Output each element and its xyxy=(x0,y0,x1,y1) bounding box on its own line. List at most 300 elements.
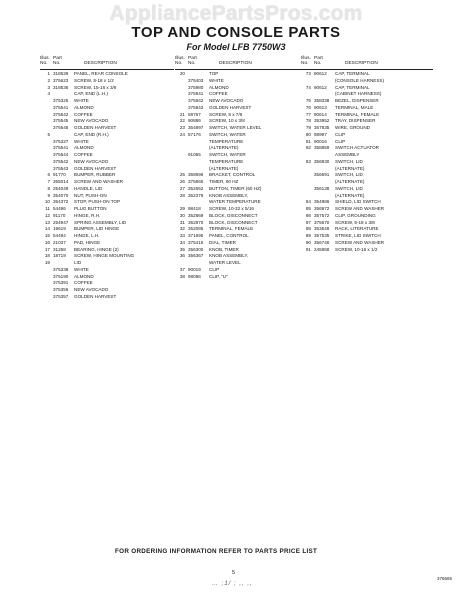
part-number: 375542 xyxy=(53,111,69,117)
illus-number: 19 xyxy=(44,260,50,265)
part-description: SCREW AND WASHER xyxy=(335,239,385,245)
header-description: DESCRIPTION xyxy=(84,61,117,66)
part-row xyxy=(175,213,301,220)
part-number: 358696 xyxy=(188,172,204,178)
illus-number: 13 xyxy=(44,219,50,225)
part-row xyxy=(301,186,433,193)
part-row xyxy=(301,85,433,92)
part-row xyxy=(40,179,174,186)
header-illus: Illus. xyxy=(301,56,311,61)
illus-number: 4 xyxy=(47,91,50,97)
part-row xyxy=(175,274,301,281)
header-part-no: No. xyxy=(53,61,61,66)
part-number: 90613 xyxy=(314,104,327,110)
part-description: KNOB ASSEMBLY, xyxy=(209,192,249,198)
illus-number: 32 xyxy=(179,226,185,232)
illus-number: 83 xyxy=(305,158,311,164)
illus-number: 36 xyxy=(179,253,185,259)
header-part-no: No. xyxy=(314,61,322,66)
part-description: SCREW, 8-18 x 1/2 xyxy=(74,77,114,83)
part-number: 356691 xyxy=(314,172,330,178)
part-description: (ALTERNATE) xyxy=(335,192,365,198)
part-number: 375356 xyxy=(53,287,69,292)
part-description: SWITCH, WATER xyxy=(209,152,246,157)
part-number: 245968 xyxy=(314,246,330,252)
part-number: 357835 xyxy=(314,125,330,130)
part-description: CLIP xyxy=(335,131,346,137)
parts-list xyxy=(175,71,301,280)
part-row xyxy=(175,220,301,227)
part-description: BLOCK, DISCONNECT xyxy=(209,212,258,218)
part-row xyxy=(301,125,433,132)
part-number: 375546 xyxy=(53,125,69,130)
illus-number: 29 xyxy=(179,206,185,211)
page-title: TOP AND CONSOLE PARTS xyxy=(131,24,341,41)
part-row xyxy=(175,199,301,206)
part-row xyxy=(301,226,433,233)
part-description: WATER TEMPERATURE xyxy=(209,199,261,205)
part-number: 91065 xyxy=(188,152,201,157)
part-row xyxy=(175,118,301,125)
header-part-no: No. xyxy=(188,61,196,66)
part-number: 375943 xyxy=(188,104,204,110)
part-row xyxy=(175,186,301,193)
part-row xyxy=(301,159,433,166)
part-description: STRIKE, LID SWITCH xyxy=(335,233,381,238)
part-description: GOLDEN HARVEST xyxy=(74,165,117,171)
part-description: WHITE xyxy=(74,138,89,144)
part-row xyxy=(40,132,174,139)
part-number: 356746 xyxy=(314,239,330,245)
illus-number: 27 xyxy=(179,185,185,191)
part-number: 375357 xyxy=(53,293,69,299)
part-row xyxy=(40,166,174,173)
part-number: 54494 xyxy=(53,233,66,238)
parts-list xyxy=(301,71,433,253)
part-row xyxy=(175,78,301,85)
part-number: 375190 xyxy=(53,273,69,279)
illus-number: 35 xyxy=(179,246,185,252)
part-description: SWITCH, LID xyxy=(335,172,363,178)
part-row xyxy=(301,206,433,213)
part-description: CAP, TERMINAL xyxy=(335,84,370,90)
part-description: ALMOND xyxy=(209,84,229,90)
part-number: 371695 xyxy=(188,233,204,238)
illus-number: 74 xyxy=(305,84,311,90)
part-description: SWITCH, LID xyxy=(335,185,363,191)
part-description: KNOB, TIMER xyxy=(209,246,239,252)
part-row xyxy=(175,132,301,139)
part-description: SWITCH, WATER xyxy=(209,131,246,137)
part-row xyxy=(301,91,433,98)
part-description: (CABINET HARNESS) xyxy=(335,91,382,97)
part-row xyxy=(40,206,174,213)
part-number: 354986 xyxy=(314,199,330,205)
part-number: 31258 xyxy=(53,246,66,252)
part-description: SPRING ASSEMBLY, LID xyxy=(74,219,127,225)
part-number: 356972 xyxy=(314,206,330,211)
illus-number: 78 xyxy=(305,118,311,124)
part-row xyxy=(301,166,433,173)
part-row xyxy=(40,287,174,294)
part-row xyxy=(40,226,174,233)
part-row xyxy=(175,206,301,213)
illus-number: 81 xyxy=(305,138,311,144)
illus-number: 11 xyxy=(45,206,50,211)
illus-number: 23 xyxy=(179,125,185,130)
part-number: 254049 xyxy=(53,185,69,191)
part-description: HINGE, L.H. xyxy=(74,233,100,238)
illus-number: 34 xyxy=(179,239,185,245)
part-number: 375545 xyxy=(53,118,69,124)
part-row xyxy=(40,267,174,274)
illus-number: 18 xyxy=(44,253,50,259)
part-row xyxy=(175,145,301,152)
illus-number: 26 xyxy=(179,179,185,184)
part-number: 90612 xyxy=(314,71,327,76)
part-description: SCREW, 10-32 x 5/16 xyxy=(209,206,254,211)
part-description: COFFEE xyxy=(74,152,93,157)
illus-number: 5 xyxy=(47,131,50,137)
part-row xyxy=(301,233,433,240)
part-number: 375391 xyxy=(53,280,69,286)
part-description: BLOCK, DISCONNECT xyxy=(209,219,258,225)
part-description: BEZEL, DISPENSER xyxy=(335,98,379,103)
part-number: 375338 xyxy=(53,266,69,272)
part-number: 356930 xyxy=(314,158,330,164)
part-description: CAP, TERMINAL xyxy=(335,71,370,76)
part-row xyxy=(175,247,301,254)
part-number: 356367 xyxy=(188,253,204,259)
part-number: 90614 xyxy=(314,111,327,117)
part-description: TERMINAL, FEMALE xyxy=(209,226,254,232)
part-description: LID xyxy=(74,260,82,265)
part-number: 375541 xyxy=(53,104,69,110)
part-number: 19619 xyxy=(53,226,66,232)
part-number: 375415 xyxy=(188,239,204,245)
page-subtitle: For Model LFB 7750W3 xyxy=(186,42,286,52)
part-number: 57176 xyxy=(188,131,201,137)
header-rule xyxy=(301,69,433,70)
header-description: DESCRIPTION xyxy=(219,61,252,66)
part-row xyxy=(40,274,174,281)
header-rule xyxy=(175,69,301,70)
part-row xyxy=(301,172,433,179)
part-description: GOLDEN HARVEST xyxy=(209,104,252,110)
illus-number: 8 xyxy=(47,185,50,191)
part-description: WHITE xyxy=(209,77,224,83)
part-row xyxy=(175,267,301,274)
illus-number: 15 xyxy=(44,233,50,238)
page-number: 5 xyxy=(232,570,236,576)
illus-number: 86 xyxy=(305,212,311,218)
illus-number: 20 xyxy=(179,71,185,76)
header-no: No. xyxy=(40,61,48,66)
parts-list xyxy=(40,71,174,301)
illus-number: 76 xyxy=(305,104,311,110)
header-no: No. xyxy=(175,61,183,66)
part-number: 375403 xyxy=(188,77,204,83)
part-row xyxy=(40,186,174,193)
part-number: 352652 xyxy=(188,185,204,191)
part-description: DIAL, TIMER xyxy=(209,239,236,245)
part-description: RACK, LITERATURE xyxy=(335,226,379,232)
part-number: 375942 xyxy=(188,98,204,103)
part-description: WATER LEVEL xyxy=(209,260,241,265)
part-row xyxy=(175,172,301,179)
part-description: WIRE, GROUND xyxy=(335,125,370,130)
part-row xyxy=(40,294,174,301)
part-description: ASSEMBLY xyxy=(335,152,360,157)
part-number: 375665 xyxy=(188,179,204,184)
illus-number: 84 xyxy=(305,199,311,205)
part-row xyxy=(175,85,301,92)
illus-number: 75 xyxy=(305,98,311,103)
illus-number: 10 xyxy=(44,199,50,205)
part-row xyxy=(301,132,433,139)
part-description: (ALTERNATE) xyxy=(209,165,239,171)
part-row xyxy=(40,199,174,206)
part-description: BUMPER, RUBBER xyxy=(74,172,116,178)
illus-number: 82 xyxy=(305,145,311,151)
part-description: ALMOND xyxy=(74,104,94,110)
part-number: 90612 xyxy=(314,84,327,90)
part-description: SHIELD, LID SWITCH xyxy=(335,199,381,205)
part-description: ALMOND xyxy=(74,145,94,151)
part-description: NEW AVOCADO xyxy=(74,287,109,292)
header-illus: Illus. xyxy=(40,56,50,61)
part-row xyxy=(175,71,301,78)
part-number: 375670 xyxy=(314,219,330,225)
header-rule xyxy=(40,69,174,70)
part-description: (ALTERNATE) xyxy=(209,145,239,151)
part-row xyxy=(175,98,301,105)
illus-number: 17 xyxy=(44,246,50,252)
part-row xyxy=(175,240,301,247)
part-description: NUT, PUSH-ON xyxy=(74,192,107,198)
part-description: CLIP, "U" xyxy=(209,273,228,279)
part-description: BRACKET, CONTROL xyxy=(209,172,256,178)
part-row xyxy=(301,240,433,247)
part-row xyxy=(40,253,174,260)
part-row xyxy=(175,112,301,119)
part-row xyxy=(301,220,433,227)
part-description: SCREW AND WASHER xyxy=(74,179,124,184)
parts-column-2 xyxy=(175,56,301,280)
illus-number: 89 xyxy=(305,233,311,238)
part-number: 375325 xyxy=(53,98,69,103)
part-description: HANDLE, LID xyxy=(74,185,103,191)
part-row xyxy=(301,139,433,146)
part-number: 98997 xyxy=(314,131,327,137)
part-row xyxy=(175,166,301,173)
part-description: COFFEE xyxy=(74,280,93,286)
part-row xyxy=(40,105,174,112)
part-number: 354372 xyxy=(53,199,69,205)
part-row xyxy=(175,159,301,166)
part-row xyxy=(40,71,174,78)
part-description: WHITE xyxy=(74,266,89,272)
part-row xyxy=(301,98,433,105)
illus-number: 31 xyxy=(179,219,185,225)
document-number: 376665 xyxy=(436,576,452,581)
part-number: 354070 xyxy=(53,192,69,198)
illus-number: 22 xyxy=(179,118,185,124)
part-description: SWITCH, WATER LEVEL xyxy=(209,125,262,130)
part-row xyxy=(175,179,301,186)
illus-number: 16 xyxy=(44,239,50,245)
header-no: No. xyxy=(301,61,309,66)
illus-number: 7 xyxy=(47,179,50,184)
part-row xyxy=(40,112,174,119)
part-description: WHITE xyxy=(74,98,89,103)
illus-number: 12 xyxy=(44,212,50,218)
part-row xyxy=(40,91,174,98)
part-number: 353952 xyxy=(314,118,330,124)
part-description: NEW AVOCADO xyxy=(74,158,109,164)
part-row xyxy=(40,159,174,166)
part-description: NEW AVOCADO xyxy=(209,98,244,103)
part-row xyxy=(40,193,174,200)
part-description: SCREW, 15-16 x 3/8 xyxy=(74,84,117,90)
illus-number: 2 xyxy=(47,77,50,83)
part-number: 352869 xyxy=(188,212,204,218)
part-number: 358338 xyxy=(314,98,330,103)
part-row xyxy=(40,247,174,254)
part-row xyxy=(301,199,433,206)
part-number: 21037 xyxy=(53,239,66,245)
part-number: 375541 xyxy=(53,145,69,151)
part-description: GOLDEN HARVEST xyxy=(74,293,117,299)
part-row xyxy=(301,193,433,200)
part-row xyxy=(40,118,174,125)
part-row xyxy=(40,280,174,287)
part-row xyxy=(175,226,301,233)
part-description: TRAY, DISPENSER xyxy=(335,118,376,124)
part-number: 375327 xyxy=(53,138,69,144)
part-row xyxy=(301,78,433,85)
part-number: 375544 xyxy=(53,152,69,157)
part-description: SCREW, HINGE MOUNTING xyxy=(74,253,135,259)
parts-column-3 xyxy=(301,56,433,253)
part-row xyxy=(40,260,174,267)
part-description: NEW AVOCADO xyxy=(74,118,109,124)
part-description: GOLDEN HARVEST xyxy=(74,125,117,130)
header-part: Part xyxy=(188,56,197,61)
part-description: STOP, PUSH-ON TOP xyxy=(74,199,121,205)
illus-number: 80 xyxy=(305,131,311,137)
part-description: SCREW, 8 x 7/8 xyxy=(209,111,243,117)
part-description: PLUG BUTTON xyxy=(74,206,107,211)
part-number: 54496 xyxy=(53,206,66,211)
part-row xyxy=(40,233,174,240)
part-row xyxy=(301,179,433,186)
part-description: TEMPERATURE xyxy=(209,158,244,164)
part-description: BEARING, HINGE (2) xyxy=(74,246,119,252)
illus-number: 1 xyxy=(47,71,50,76)
part-number: 59767 xyxy=(188,111,201,117)
illus-number: 73 xyxy=(305,71,311,76)
part-description: ALMOND xyxy=(74,273,94,279)
part-description: BUTTON, TIMER (60 HZ) xyxy=(209,185,262,191)
part-number: 352379 xyxy=(188,192,204,198)
header-part: Part xyxy=(314,56,323,61)
part-number: 375543 xyxy=(53,165,69,171)
part-description: TERMINAL, FEMALE xyxy=(335,111,380,117)
illus-number: 79 xyxy=(305,125,311,130)
header-part: Part xyxy=(53,56,62,61)
part-description: SCREW, 10 x 3/8 xyxy=(209,118,245,124)
column-header xyxy=(301,56,433,69)
part-number: 318539 xyxy=(53,71,69,76)
illus-number: 25 xyxy=(179,172,185,178)
part-row xyxy=(175,105,301,112)
part-number: 375542 xyxy=(53,158,69,164)
part-row xyxy=(40,78,174,85)
illus-number: 37 xyxy=(179,266,185,272)
part-row xyxy=(40,98,174,105)
part-number: 357572 xyxy=(314,212,330,218)
illus-number: 38 xyxy=(179,273,185,279)
illus-number: 88 xyxy=(305,226,311,232)
column-header xyxy=(40,56,174,69)
part-description: PAD, HINGE xyxy=(74,239,101,245)
part-description: COFFEE xyxy=(74,111,93,117)
illus-number: 85 xyxy=(305,206,311,211)
part-row xyxy=(175,152,301,159)
column-header xyxy=(175,56,301,69)
part-row xyxy=(40,139,174,146)
part-description: SWITCH, LID xyxy=(335,158,363,164)
part-row xyxy=(175,253,301,260)
part-description: SWITCH ACTUATOR xyxy=(335,145,379,151)
part-row xyxy=(301,112,433,119)
illus-number: 24 xyxy=(179,131,185,137)
part-number: 375980 xyxy=(188,84,204,90)
part-row xyxy=(175,91,301,98)
part-number: 18719 xyxy=(53,253,66,259)
part-description: CLIP xyxy=(335,138,346,144)
part-description: SCREW AND WASHER xyxy=(335,206,385,211)
part-row xyxy=(301,118,433,125)
part-row xyxy=(301,145,433,152)
illus-number: 9 xyxy=(47,192,50,198)
part-number: 356138 xyxy=(314,185,330,191)
watermark: AppliancePartsPros.com xyxy=(109,2,363,25)
part-row xyxy=(175,139,301,146)
part-row xyxy=(301,152,433,159)
part-row xyxy=(40,172,174,179)
part-number: 356300 xyxy=(188,246,204,252)
part-number: 318536 xyxy=(53,84,69,90)
part-description: TERMINAL, MALE xyxy=(335,104,374,110)
part-number: 91770 xyxy=(53,172,66,178)
part-description: BUMPER, LID HINGE xyxy=(74,226,120,232)
parts-column-1 xyxy=(40,56,174,301)
illus-number: 90 xyxy=(305,239,311,245)
part-description: CLIP, GROUNDING xyxy=(335,212,376,218)
part-number: 90016 xyxy=(314,138,327,144)
part-description: CAP, END (L.H.) xyxy=(74,91,108,97)
part-row xyxy=(40,213,174,220)
illus-number: 6 xyxy=(47,172,50,178)
part-number: 357535 xyxy=(314,233,330,238)
part-row xyxy=(40,220,174,227)
part-row xyxy=(175,193,301,200)
part-row xyxy=(40,145,174,152)
part-description: TEMPERATURE xyxy=(209,138,244,144)
part-row xyxy=(40,152,174,159)
